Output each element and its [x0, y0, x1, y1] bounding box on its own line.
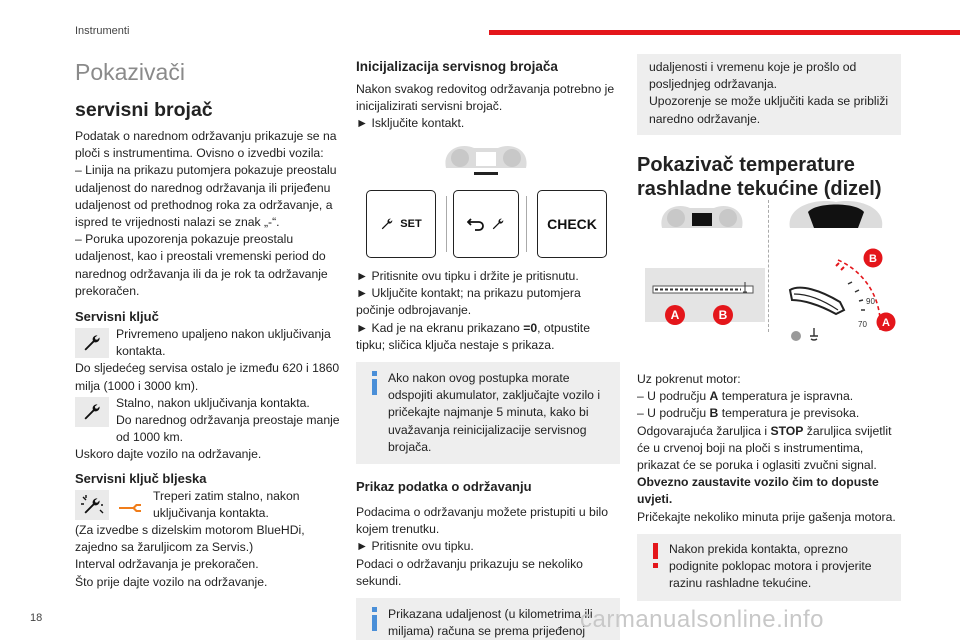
stop-text: Obvezno zaustavite vozilo čim to dopuste uvjeti.	[637, 475, 879, 507]
tick-70: 70	[858, 320, 867, 329]
coolant-heading: Pokazivač temperature rashladne tekućine (dizel)	[637, 153, 882, 200]
key-steady-text-2: Do narednog održavanja preostaje manje od 1000 km.	[116, 413, 340, 445]
list-item: – Poruka upozorenja pokazuje preostalu udaljenost, kao i preostali vremenski period do narednog održavanja ili da je rok ta održavanje prekoračen.	[75, 232, 328, 298]
check-button[interactable]	[537, 190, 607, 258]
reset-step: ► Uključite kontakt; na prikazu putomjera počinje odbrojavanje.	[356, 286, 581, 318]
key-steady-text: Stalno, nakon uključivanja kontakta.	[116, 395, 310, 410]
right-column-lower	[637, 371, 901, 601]
dial-temperature-gauge	[780, 240, 900, 350]
key-steady-row	[75, 395, 340, 447]
key-on-text-2: Do sljedećeg servisa ostalo je između 620 i 1860 milja (1000 i 3000 km).	[75, 361, 340, 393]
return-arrow-icon	[467, 217, 485, 231]
divider	[768, 200, 769, 332]
set-button[interactable]	[366, 190, 436, 258]
info-text: Ako nakon ovog postupka morate odspojiti akumulator, zaključajte vozilo i pričekajte najmanje 5 minuta, kako bi uvažavanja reinicijalizacije servisnog brojača.	[388, 371, 601, 454]
instrument-cluster-illustration	[656, 200, 748, 236]
tick-90: 90	[866, 297, 875, 306]
zone-labels	[660, 304, 740, 326]
page-title: Pokazivači	[75, 59, 185, 85]
lamps-text: Odgovarajuća žaruljica i STOP žaruljica svijetlit će u crvenoj boji na ploči s instrumentima, prikazat će se poruka i oglasiti zvučni signal.	[637, 423, 892, 473]
engine-text: Uz pokrenut motor:	[637, 372, 741, 386]
flash-text: Treperi zatim stalno, nakon uključivanja kontakta.	[153, 488, 300, 520]
zone-b-text: – U području B temperatura je previsoka.	[637, 406, 860, 421]
label-a: A	[882, 317, 890, 329]
section-heading: servisni brojač	[75, 99, 213, 121]
divider	[446, 196, 451, 252]
watermark: carmanualsonline.info	[580, 606, 824, 633]
label-a: A	[670, 308, 680, 322]
page-number: 18	[30, 612, 43, 624]
display-text-2: Podaci o održavanju prikazuju se nekoliko sekundi.	[356, 556, 583, 588]
header-accent-bar	[489, 30, 960, 35]
list-item: – Linija na prikazu putomjera pokazuje preostalu udaljenost do narednog održavanja ili prijeđenu udaljenost od prethodnog roka za održavanje, a ispred te vrijednosti nalazi se znak „-“.	[75, 163, 337, 230]
section-title: Instrumenti	[75, 25, 130, 37]
wrench-icon	[75, 328, 109, 358]
display-heading: Prikaz podatka o održavanju	[356, 479, 532, 495]
zone-a-text: – U području A temperatura je ispravna.	[637, 389, 854, 404]
warning-text: Nakon prekida kontakta, oprezno podignite poklopac motora i provjerite razinu rashladne tekućine.	[669, 541, 872, 591]
reset-intro: Nakon svakog redovitog održavanja potrebno je inicijalizirati servisni brojač.	[356, 82, 615, 114]
label-b: B	[718, 308, 728, 322]
reset-step: ► Isključite kontakt.	[356, 116, 465, 131]
reset-step: ► Kad je na ekranu prikazano =0, otpustite tipku; sličica ključa nestaje s prikaza.	[356, 320, 590, 352]
display-step: ► Pritisnite ovu tipku.	[356, 539, 474, 554]
check-label: CHECK	[547, 216, 597, 232]
key-flash-row	[75, 488, 340, 522]
flashing-key-heading: Servisni ključ bljeska	[75, 470, 207, 486]
key-on-row	[75, 326, 340, 360]
divider	[526, 196, 531, 252]
warning-icon	[648, 543, 664, 569]
flashing-wrench-icon	[75, 490, 109, 520]
middle-column	[356, 58, 620, 133]
flash-text-4: Što prije dajte vozilo na održavanje.	[75, 574, 268, 589]
info-text: Prikazana udaljenost (u kilometrima ili miljama) računa se prema prijeđenoj	[388, 607, 593, 639]
info-text: Upozorenje se može uključiti kada se približi naredno održavanje.	[649, 94, 889, 126]
reset-step: ► Pritisnite ovu tipku i držite je pritisnutu.	[356, 269, 579, 283]
reset-heading: Inicijalizacija servisnog brojača	[356, 59, 558, 74]
orange-wrench-icon	[113, 490, 147, 520]
right-column	[637, 54, 901, 201]
key-on-text: Privremeno upaljeno nakon uključivanja kontakta.	[116, 327, 331, 359]
flash-text-3: Interval održavanja je prekoračen.	[75, 557, 259, 572]
instrument-cluster-illustration	[786, 198, 886, 238]
info-icon	[367, 371, 383, 395]
info-icon	[367, 607, 383, 631]
middle-column-lower	[356, 268, 620, 640]
info-box-continued	[637, 54, 901, 135]
wrench-icon	[491, 217, 505, 231]
wrench-icon	[380, 217, 394, 231]
label-b: B	[869, 253, 877, 265]
display-text: Podacima o održavanju možete pristupiti u bilo kojem trenutku.	[356, 505, 609, 537]
warning-box	[637, 534, 901, 602]
wrench-icon	[75, 397, 109, 427]
coolant-temperature-icon	[810, 328, 818, 340]
flash-text-2: (Za izvedbe s dizelskim motorom BlueHDi, zajedno sa žaruljicom za Servis.)	[75, 523, 305, 555]
wait-text: Pričekajte nekoliko minuta prije gašenja motora.	[637, 509, 896, 524]
set-label: SET	[400, 218, 422, 230]
service-key-heading: Servisni ključ	[75, 309, 159, 325]
info-box	[356, 362, 620, 464]
instrument-cluster-illustration	[440, 140, 532, 176]
return-button[interactable]	[453, 190, 519, 258]
left-column	[75, 58, 340, 591]
info-text: udaljenosti i vremenu koje je prošlo od posljednjeg održavanja.	[649, 60, 857, 92]
key-steady-text-3: Uskoro dajte vozilo na održavanje.	[75, 447, 262, 462]
intro-text: Podatak o narednom održavanju prikazuje se na ploči s instrumentima. Ovisno o izvedbi vozila:	[75, 129, 337, 161]
